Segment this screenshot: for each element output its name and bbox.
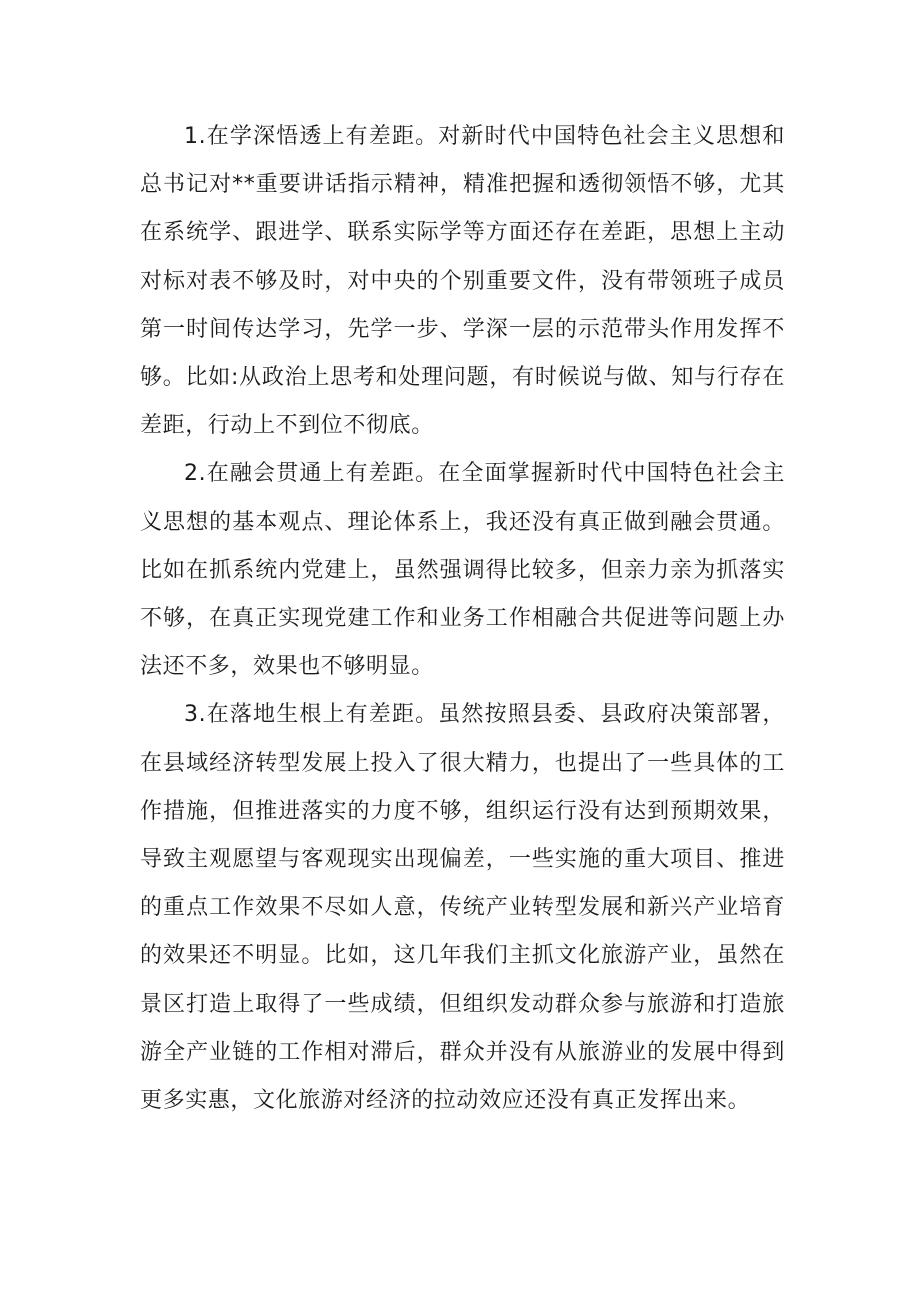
paragraph-2: 2.在融会贯通上有差距。在全面掌握新时代中国特色社会主义思想的基本观点、理论体系上，我还没有真正做到融会贯通。比如在抓系统内党建上，虽然强调得比较多，但亲力亲为抓落实不够，在真正实现党建工作和业务工作相融合共促进等问题上办法还不多，效果也不够明显。 — [140, 461, 785, 680]
document-body — [140, 113, 785, 1125]
paragraph-3: 3.在落地生根上有差距。虽然按照县委、县政府决策部署，在县域经济转型发展上投入了很大精力，也提出了一些具体的工作措施，但推进落实的力度不够，组织运行没有达到预期效果，导致主观愿望与客观现实出现偏差，一些实施的重大项目、推进的重点工作效果不尽如人意，传统产业转型发展和新兴产业培育的效果还不明显。比如，这几年我们主抓文化旅游产业，虽然在景区打造上取得了一些成绩，但组织发动群众参与旅游和打造旅游全产业链的工作相对滞后，群众并没有从旅游业的发展中得到更多实惠，文化旅游对经济的拉动效应还没有真正发挥出来。 — [140, 702, 785, 1114]
paragraph-1: 1.在学深悟透上有差距。对新时代中国特色社会主义思想和总书记对**重要讲话指示精神，精准把握和透彻领悟不够，尤其在系统学、跟进学、联系实际学等方面还存在差距，思想上主动对标对表不够及时，对中央的个别重要文件，没有带领班子成员第一时间传达学习，先学一步、学深一层的示范带头作用发挥不够。比如:从政治上思考和处理问题，有时候说与做、知与行存在差距，行动上不到位不彻底。 — [140, 124, 785, 439]
